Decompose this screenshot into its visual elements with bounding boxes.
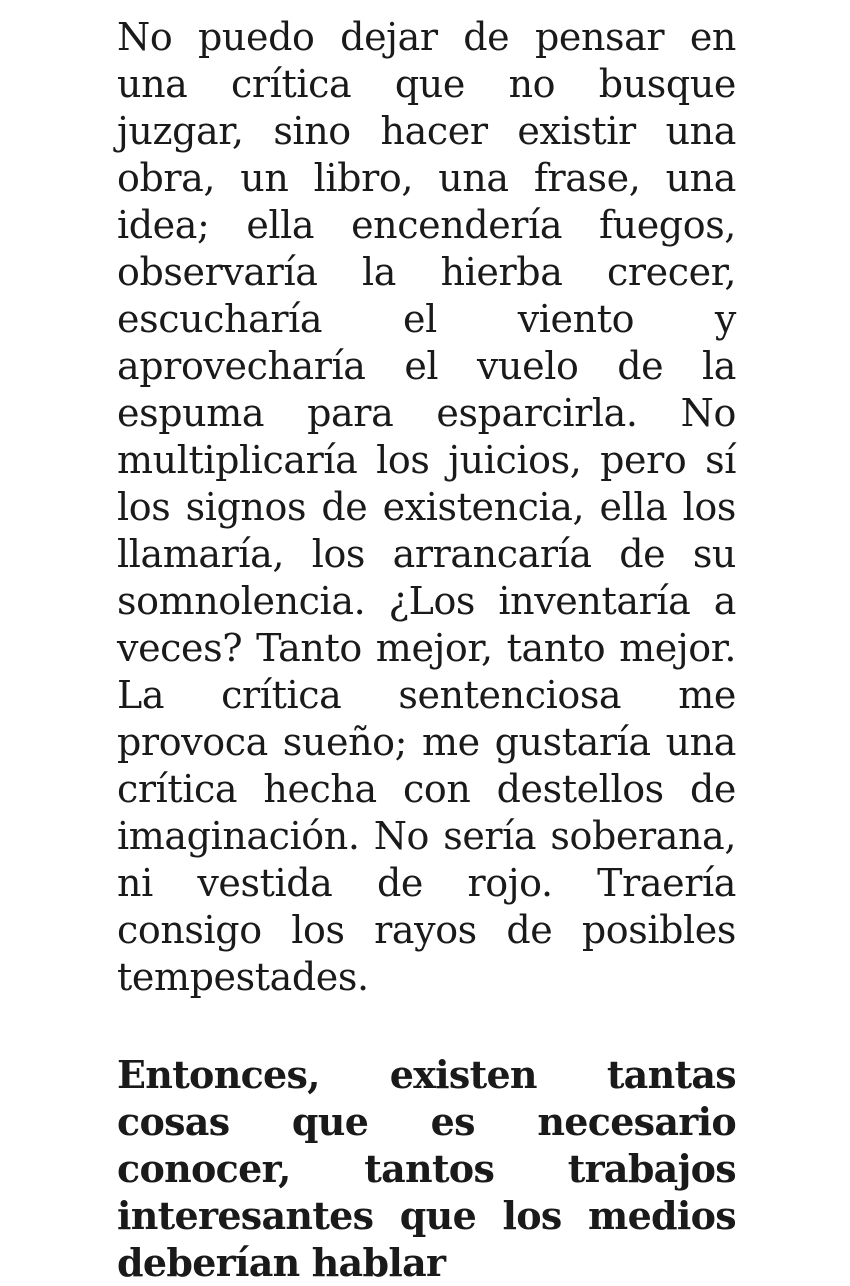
bold-paragraph: Entonces, existen tantas cosas que es necesario conocer, tantos trabajos interesantes que los medios deberían hablar (117, 1052, 736, 1285)
reading-page (117, 14, 736, 1286)
body-paragraph: No puedo dejar de pensar en una crítica que no busque juzgar, sino hacer existir una obra, un libro, una frase, una idea; ella encendería fuegos, observaría la hierba crecer, escucharía el viento y aprovecharía el vuelo de la espuma para esparcirla. No multiplicaría los juicios, pero sí los signos de existencia, ella los llamaría, los arrancaría de su somnolencia. ¿Los inventaría a veces? Tanto mejor, tanto mejor. La crítica sentenciosa me provoca sueño; me gustaría una crítica hecha con destellos de imaginación. No sería soberana, ni vestida de rojo. Traería consigo los rayos de posibles tempestades. (117, 15, 736, 999)
